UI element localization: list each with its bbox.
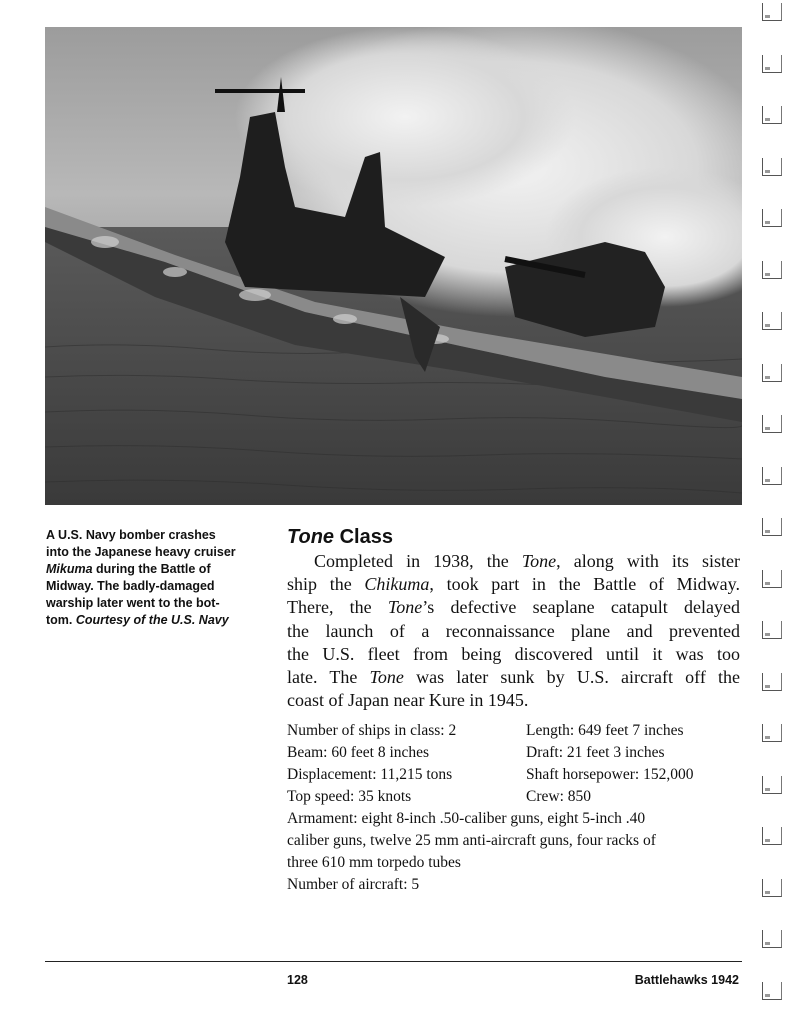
spec-length: Length: 649 feet 7 inches bbox=[526, 722, 684, 739]
binder-tab-mark bbox=[765, 633, 770, 636]
binder-tab bbox=[762, 827, 782, 845]
binder-tab-mark bbox=[765, 170, 770, 173]
binder-tab-mark bbox=[765, 67, 770, 70]
body-line: late. The Tone was later sunk by U.S. aircraft off the bbox=[287, 667, 741, 688]
spec-shaft-horsepower: Shaft horsepower: 152,000 bbox=[526, 766, 694, 783]
ship-specifications bbox=[287, 720, 742, 896]
binder-tab-mark bbox=[765, 530, 770, 533]
spec-row bbox=[287, 720, 742, 742]
caption-line-text: tom. bbox=[46, 613, 73, 627]
binder-tab bbox=[762, 930, 782, 948]
spec-ships-in-class: Number of ships in class: 2 bbox=[287, 722, 457, 739]
spec-armament-line: three 610 mm torpedo tubes bbox=[287, 854, 461, 871]
body-line: There, the Tone’s defective seaplane catapult delayed bbox=[287, 597, 740, 618]
binder-tab-mark bbox=[765, 273, 770, 276]
spec-row bbox=[287, 764, 742, 786]
spec-draft: Draft: 21 feet 3 inches bbox=[526, 744, 665, 761]
body-line: ship the Chikuma, took part in the Battle of Midway. bbox=[287, 574, 740, 595]
caption-line bbox=[46, 561, 268, 578]
binder-tab-strip bbox=[762, 0, 786, 1033]
caption-line: Midway. The badly-damaged bbox=[46, 579, 215, 593]
binder-tab bbox=[762, 261, 782, 279]
binder-tab-mark bbox=[765, 221, 770, 224]
binder-tab bbox=[762, 158, 782, 176]
binder-tab bbox=[762, 982, 782, 1000]
binder-tab bbox=[762, 673, 782, 691]
binder-tab-mark bbox=[765, 685, 770, 688]
page-number: 128 bbox=[287, 973, 308, 987]
binder-tab-mark bbox=[765, 839, 770, 842]
body-line: coast of Japan near Kure in 1945. bbox=[287, 690, 529, 711]
spec-aircraft: Number of aircraft: 5 bbox=[287, 876, 420, 893]
binder-tab-mark bbox=[765, 891, 770, 894]
photo-credit: Courtesy of the U.S. Navy bbox=[75, 613, 229, 627]
footer-rule bbox=[45, 961, 742, 962]
binder-tab bbox=[762, 312, 782, 330]
caption-line: A U.S. Navy bomber crashes bbox=[46, 528, 216, 542]
binder-tab-mark bbox=[765, 118, 770, 121]
title-ship-name: Tone bbox=[287, 526, 335, 548]
spec-crew: Crew: 850 bbox=[526, 788, 592, 805]
binder-tab-mark bbox=[765, 479, 770, 482]
binder-tab bbox=[762, 3, 782, 21]
binder-tab-mark bbox=[765, 376, 770, 379]
spec-row bbox=[287, 786, 742, 808]
article-title bbox=[287, 524, 393, 550]
caption-line bbox=[46, 612, 268, 629]
binder-tab bbox=[762, 570, 782, 588]
cruiser-photo bbox=[45, 27, 742, 505]
binder-tab-mark bbox=[765, 324, 770, 327]
body-line: Completed in 1938, the Tone, along with its sister bbox=[314, 551, 740, 571]
caption-ship-name: Mikuma bbox=[46, 562, 93, 576]
article-body bbox=[287, 550, 740, 712]
binder-tab bbox=[762, 724, 782, 742]
binder-tab bbox=[762, 55, 782, 73]
caption-line: warship later went to the bot- bbox=[46, 596, 220, 610]
binder-tab-mark bbox=[765, 994, 770, 997]
caption-line: into the Japanese heavy cruiser bbox=[46, 545, 236, 559]
book-title: Battlehawks 1942 bbox=[634, 973, 739, 987]
binder-tab bbox=[762, 106, 782, 124]
title-suffix: Class bbox=[334, 526, 393, 548]
binder-tab-mark bbox=[765, 582, 770, 585]
binder-tab bbox=[762, 879, 782, 897]
binder-tab bbox=[762, 364, 782, 382]
binder-tab-mark bbox=[765, 15, 770, 18]
binder-tab bbox=[762, 415, 782, 433]
binder-tab bbox=[762, 209, 782, 227]
binder-tab-mark bbox=[765, 788, 770, 791]
binder-tab-mark bbox=[765, 942, 770, 945]
spec-displacement: Displacement: 11,215 tons bbox=[287, 766, 453, 783]
spec-armament-line: Armament: eight 8-inch .50-caliber guns, eight 5-inch .40 bbox=[287, 810, 646, 827]
photo-caption bbox=[46, 527, 268, 629]
binder-tab bbox=[762, 621, 782, 639]
spec-beam: Beam: 60 feet 8 inches bbox=[287, 744, 430, 761]
body-line: the launch of a reconnaissance plane and prevented bbox=[287, 620, 740, 641]
spec-armament-line: caliber guns, twelve 25 mm anti-aircraft guns, four racks of bbox=[287, 832, 656, 849]
body-line: the U.S. fleet from being discovered until it was too bbox=[287, 643, 740, 664]
spec-row bbox=[287, 742, 742, 764]
binder-tab bbox=[762, 776, 782, 794]
binder-tab-mark bbox=[765, 427, 770, 430]
spec-top-speed: Top speed: 35 knots bbox=[287, 788, 412, 805]
binder-tab bbox=[762, 467, 782, 485]
caption-line-text: during the Battle of bbox=[96, 562, 211, 576]
binder-tab bbox=[762, 518, 782, 536]
binder-tab-mark bbox=[765, 736, 770, 739]
